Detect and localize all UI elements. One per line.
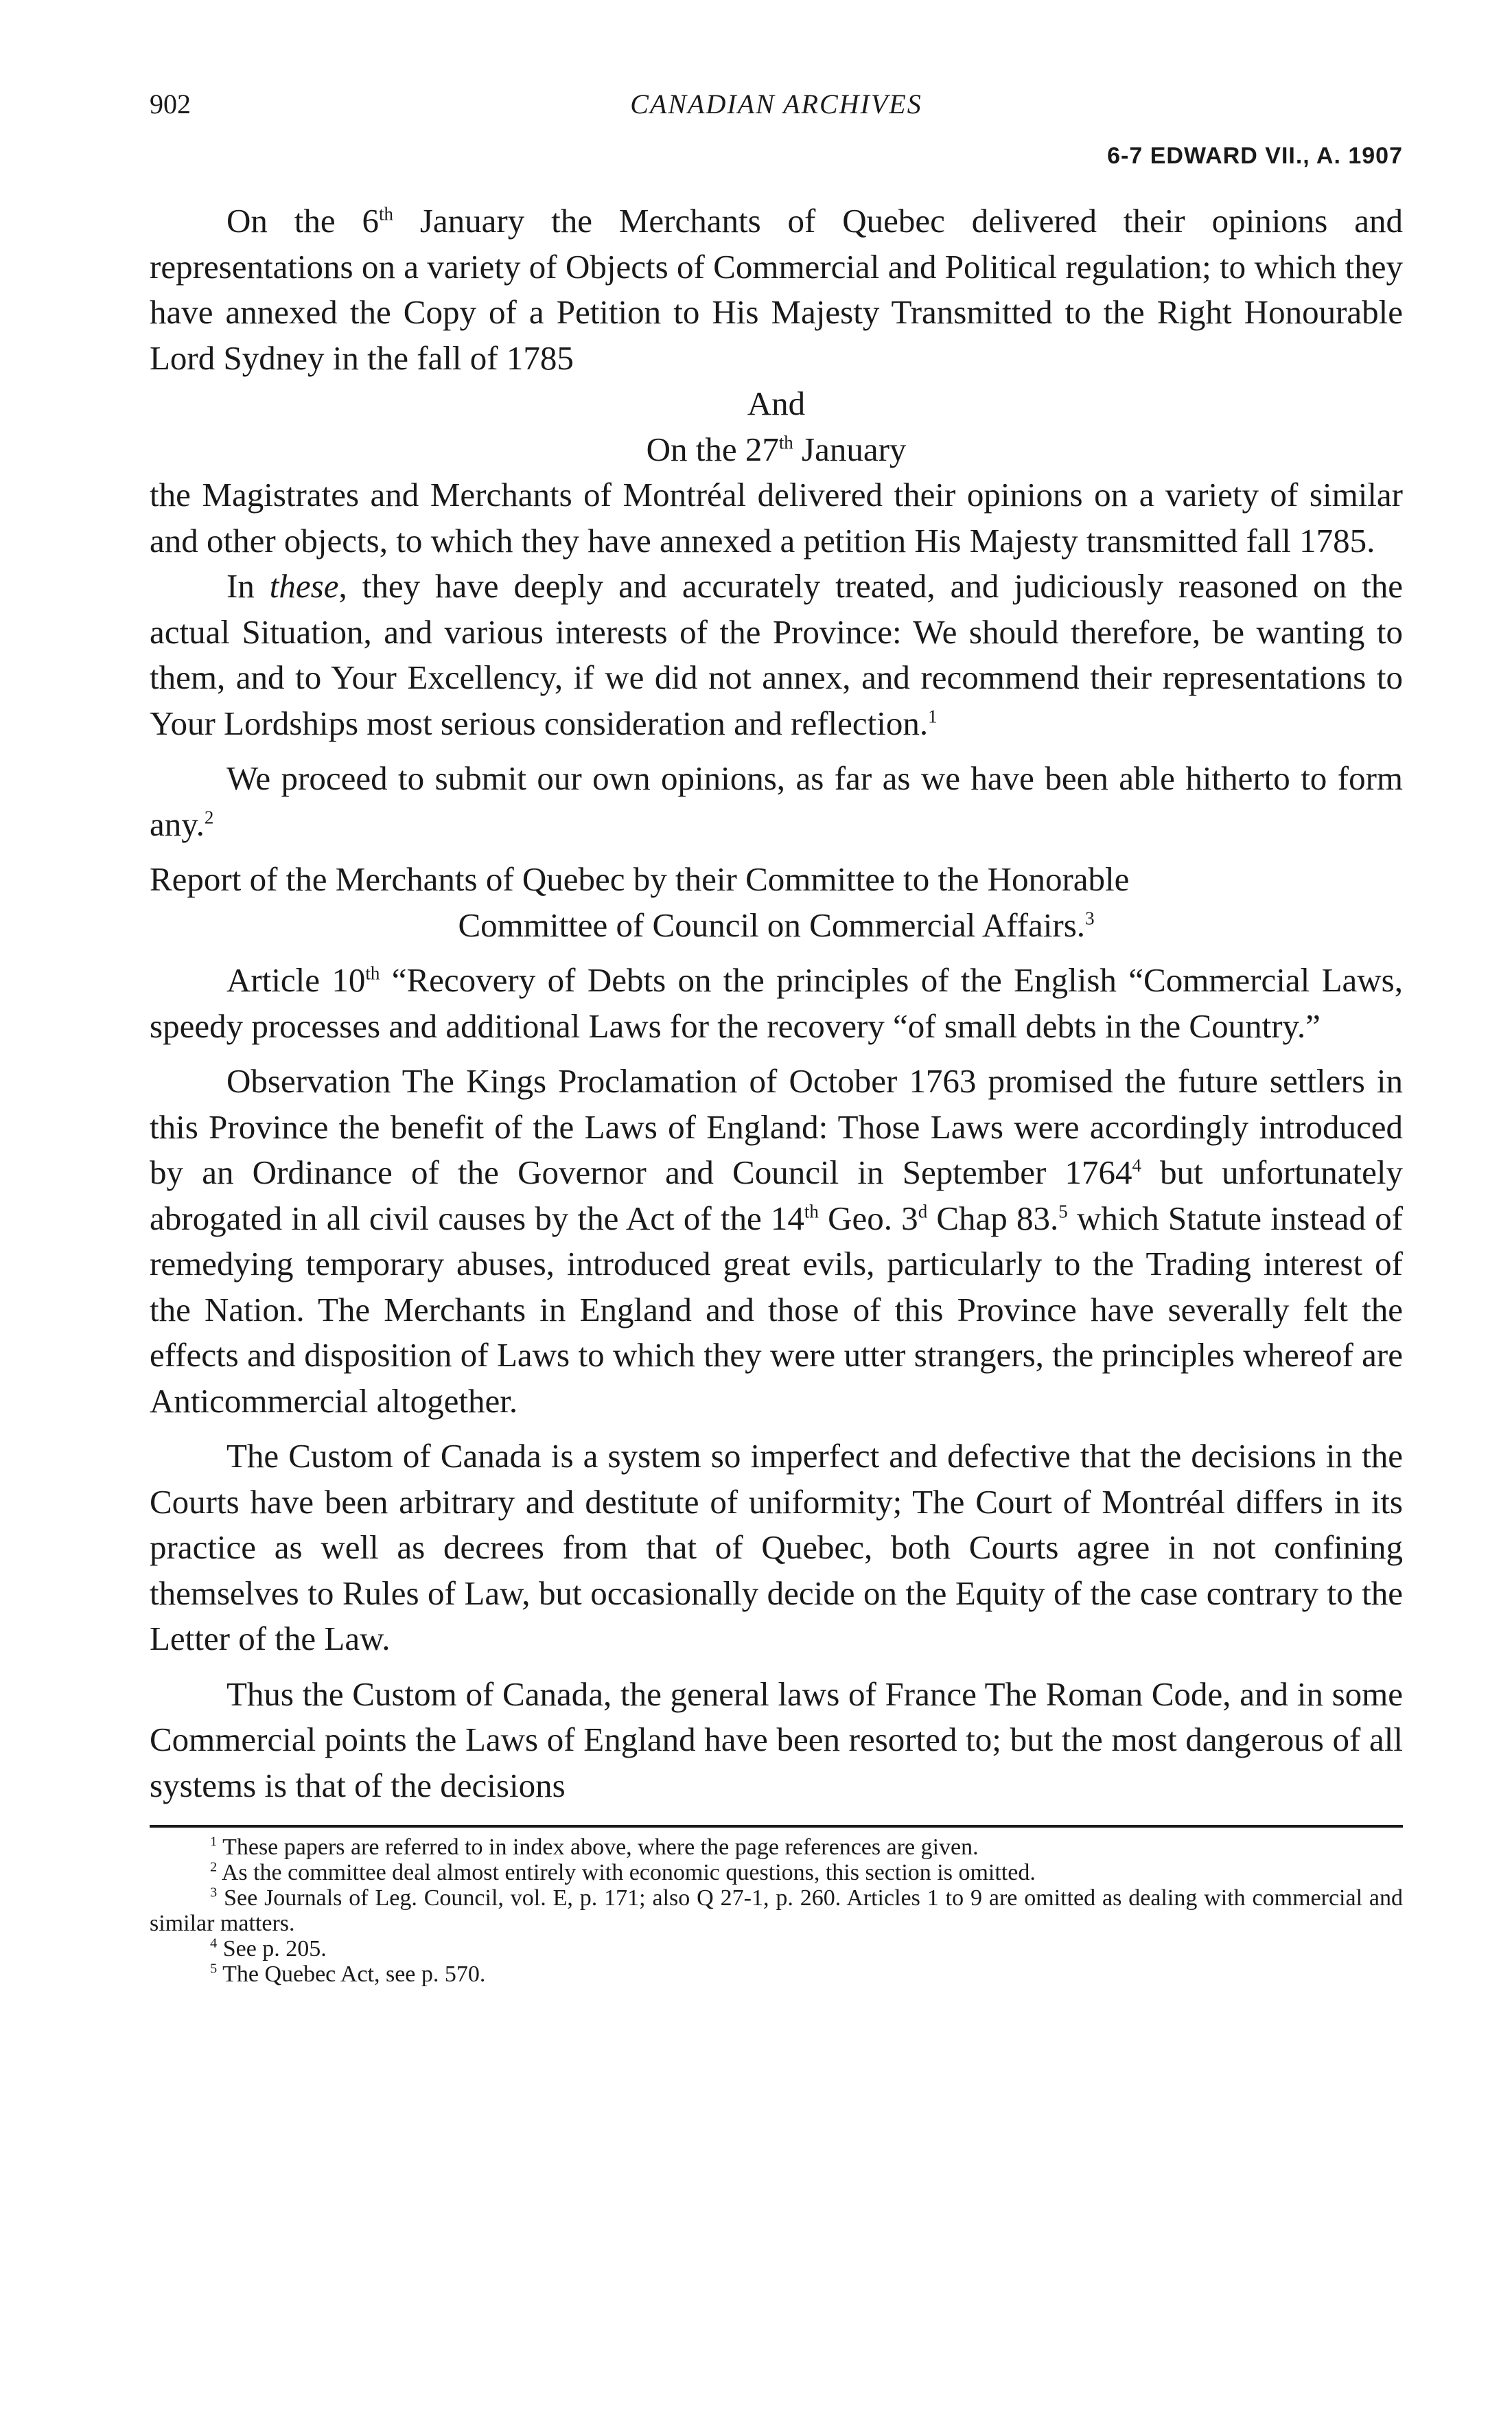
footnote-5: $^5$ The Quebec Act, see p. 570. [210,1961,486,1987]
body-text [150,198,1403,1808]
footnote-4: $^4$ See p. 205. [210,1935,327,1962]
footnote-ref-4: 4 [1132,1155,1141,1176]
footnotes [150,1834,1403,1987]
session-line: 6-7 EDWARD VII., A. 1907 [1107,143,1403,169]
footnote-ref-5: 5 [1058,1201,1068,1222]
journal-title: CANADIAN ARCHIVES [630,89,922,119]
footnote-ref-3: 3 [1085,908,1095,929]
paragraph-article-10: Article 10th “Recovery of Debts on the principles of the English “Commercial Laws, speedy processes and additional Laws for the recovery “of small debts in the Country.” [150,961,1403,1045]
page-number: 902 [150,89,191,119]
running-head [150,88,1403,143]
footnote-1: $^1$ These papers are referred to in index above, where the page references are given. [210,1834,979,1860]
document-page [150,88,1403,1987]
footnote-2: $^2$ As the committee deal almost entirely with economic questions, this section is omitted. [210,1859,1036,1885]
footnote-ref-1: 1 [928,706,938,727]
paragraph-quebec-merchants: On the 6th January the Merchants of Quebec delivered their opinions and representations on a variety of Objects of Commercial and Political regulation; to which they have annexed the Copy of a Petition to His Majesty Transmitted to the Right Honourable Lord Sydney in the fall of 1785 [150,202,1404,377]
footnote-rule [150,1825,1403,1828]
paragraph-montreal-magistrates: the Magistrates and Merchants of Montréal delivered their opinions on a variety of similar and other objects, to which they have annexed a petition His Majesty transmitted fall 1785. [150,476,1403,560]
date-line-27th: On the 27th January [646,430,907,468]
paragraph-custom-of-canada: The Custom of Canada is a system so imperfect and defective that the decisions in the Courts have been arbitrary and destitute of uniformity; The Court of Montréal differs in its practice as well as decrees from that of Quebec, both Courts agree in not confining themselves to Rules of Law, but occasionally decide on the Equity of the case contrary to the Letter of the Law. [150,1437,1403,1657]
and-line: And [747,384,806,422]
paragraph-in-these: In these, they have deeply and accurately treated, and judiciously reasoned on the actual Situation, and various interests of the Province: We should therefore, be wanting to them, and to Your Excellency, if we did not annex, and recommend their representations to Your Lordships most serious consideration and reflection.$^1$ [150,567,1403,742]
footnote-3: $^3$ See Journals of Leg. Council, vol. E, p. 171; also Q 27-1, p. 260. Articles 1 to 9 are omitted as dealing with commercial and similar matters. [150,1885,1403,1936]
paragraph-thus: Thus the Custom of Canada, the general laws of France The Roman Code, and in some Commercial points the Laws of England have been resorted to; but the most dangerous of all systems is that of the decisions [150,1675,1403,1804]
paragraph-we-proceed: We proceed to submit our own opinions, as far as we have been able hitherto to form any.$^2$ [150,759,1403,843]
footnote-ref-2: 2 [204,807,214,828]
paragraph-observation: Observation The Kings Proclamation of October 1763 promised the future settlers in this Province the benefit of the Laws of England: Those Laws were accordingly introduced by an Ordinance of the Governor and Council in September 1764$^4$ but unfortunately abrogated in all civil causes by the Act of the 14th Geo. 3$^d$ Chap 83.$^5$ which Statute instead of remedying temporary abuses, introduced great evils, particularly to the Trading interest of the Nation. The Merchants in England and those of this Province have severally felt the effects and disposition of Laws to which they were utter strangers, the principles whereof are Anticommercial altogether. [150,1062,1404,1420]
report-heading: Report of the Merchants of Quebec by their Committee to the Honorable Committee of Council on Commercial Affairs.$^3$ [150,860,1130,944]
